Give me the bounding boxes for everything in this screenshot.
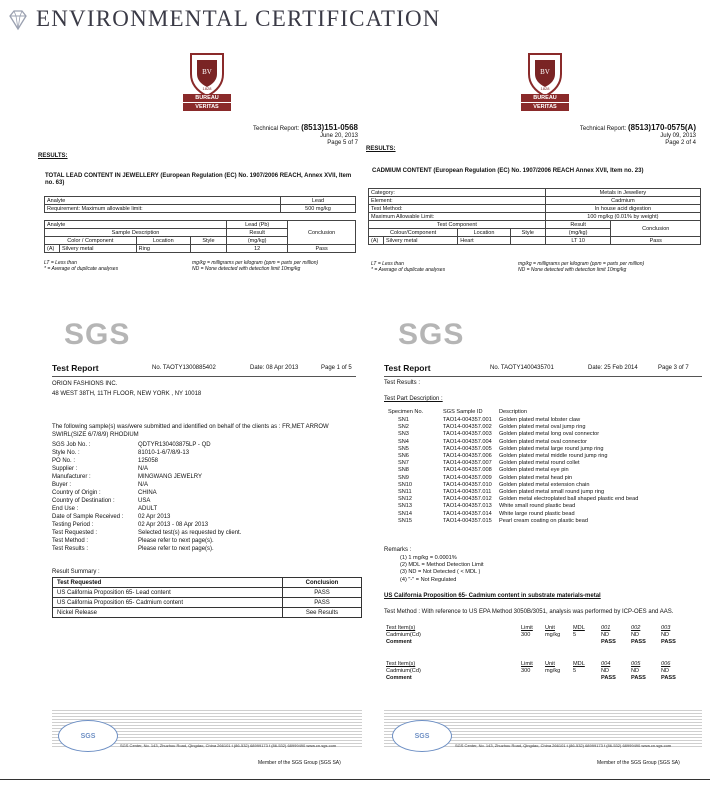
cell: Ring <box>136 245 190 253</box>
sgs-right-method: Test Method : With reference to US EPA Method 3050B/3051, analysis was performed by ICP-OES and AAS. <box>384 609 674 615</box>
field-row <box>52 441 241 449</box>
cell: Sample Description <box>45 229 227 237</box>
cell: 006 <box>661 661 671 667</box>
specimen-row <box>388 453 638 460</box>
specimen-row <box>388 482 638 489</box>
cell: US California Proposition 65- Lead content <box>53 588 283 598</box>
remark: (2) MDL = Method Detection Limit <box>400 562 484 569</box>
cell: Heart <box>458 237 511 245</box>
sgs-right-date: Date: 25 Feb 2014 <box>588 365 638 371</box>
bv-brand-line2: VERITAS <box>195 104 219 110</box>
table-row <box>386 661 691 668</box>
cell: TAO14-004357.015 <box>443 517 492 524</box>
specimen-row <box>388 417 638 424</box>
cell: Lead <box>281 197 356 205</box>
cell: SN10 <box>398 481 412 488</box>
doc2-report-no: (8513)170-0575(A) <box>627 123 696 132</box>
field-row <box>52 521 241 529</box>
cell <box>510 237 545 245</box>
specimen-row <box>388 496 638 503</box>
cell: Golden plated metal extension chain <box>499 481 590 488</box>
field-label: PO No. : <box>52 458 76 464</box>
sgs-right-remarks-label: Remarks : <box>384 547 412 553</box>
field-label: SGS Job No. : <box>52 442 91 448</box>
doc2-date: July 09, 2013 <box>660 133 696 139</box>
cell: TAO14-004357.012 <box>443 496 492 503</box>
sgs-logo: SGS <box>64 318 131 351</box>
doc2-report-label: Technical Report: <box>579 126 627 132</box>
cell: (A) <box>45 245 60 253</box>
cell: 500 mg/kg <box>281 205 356 213</box>
svg-text:BV: BV <box>202 68 212 76</box>
cell: SN4 <box>398 438 409 445</box>
specimen-row <box>388 475 638 482</box>
cell: (mg/kg) <box>545 229 611 237</box>
cell: TAO14-004357.008 <box>443 467 492 474</box>
sgs-right-member: Member of the SGS Group (SGS SA) <box>597 760 680 766</box>
cell: 100 mg/kg (0.01% by weight) <box>545 213 700 221</box>
cell: Location <box>458 229 511 237</box>
cell: ND <box>661 632 670 639</box>
bv-year: 1828 <box>202 86 212 91</box>
table-row <box>386 668 691 675</box>
specimen-row <box>388 446 638 453</box>
doc2-heading: CADMIUM CONTENT (European Regulation (EC) No. 1907/2006 REACH Annex XVII, Item no. 23) <box>372 168 644 174</box>
cell: Colour/Component <box>369 229 458 237</box>
sgs-left-summary-label: Result Summary : <box>52 569 100 575</box>
cell: TAO14-004357.009 <box>443 474 492 481</box>
note: * = Average of duplicate analyses <box>44 266 119 272</box>
cell: Maximum Allowable Limit: <box>369 213 546 221</box>
field-value: Please refer to next page(s). <box>138 546 214 552</box>
cell: Cadmium(Cd) <box>386 632 421 639</box>
field-label: Test Results : <box>52 546 89 552</box>
doc2-notes-right <box>518 261 644 273</box>
doc2-results-label: RESULTS: <box>366 146 396 152</box>
remark: (4) "-" = Not Regulated <box>400 576 457 583</box>
cell: 300 <box>521 668 531 675</box>
cell: SN9 <box>398 474 409 481</box>
field-row <box>52 489 241 497</box>
cell: SN7 <box>398 460 409 467</box>
field-value: USA <box>138 498 151 504</box>
cell: Analyte <box>45 221 227 229</box>
cell: SN11 <box>398 489 412 496</box>
cell <box>190 245 226 253</box>
cell: SN2 <box>398 424 409 431</box>
field-label: End Use : <box>52 506 79 512</box>
cell: Cadmium(Cd) <box>386 668 421 675</box>
note: ND = None detected with detection limit 10mg/kg <box>192 266 301 272</box>
remark: (3) ND = Not Detected ( < MDL ) <box>400 569 481 576</box>
cell: SN5 <box>398 445 409 452</box>
cell: 002 <box>631 625 641 631</box>
doc2-table <box>368 188 701 245</box>
specimen-row <box>388 511 638 518</box>
field-label: Style No. : <box>52 450 80 456</box>
sgs-logo: SGS <box>398 318 465 351</box>
doc1-page: Page 5 of 7 <box>327 140 358 146</box>
cell: Golden plated metal eye pin <box>499 467 569 474</box>
sgs-left-member: Member of the SGS Group (SGS SA) <box>258 760 341 766</box>
specimen-row <box>388 460 638 467</box>
field-value: 02 Apr 2013 <box>138 514 171 520</box>
note: ND = None detected with detection limit 10mg/kg <box>518 267 627 273</box>
cadmium-table-1 <box>386 625 691 647</box>
field-row <box>52 513 241 521</box>
sgs-left-summary-table <box>52 577 362 618</box>
table-row <box>369 205 701 213</box>
cell: 5 <box>573 668 577 675</box>
doc1-results-table <box>44 220 356 253</box>
cell: Test Item(s) <box>386 661 416 667</box>
table-row <box>386 639 691 646</box>
bv-year: 1828 <box>540 86 550 91</box>
cell: Result <box>227 229 288 237</box>
field-label: Test Requested : <box>52 530 98 536</box>
sgs-left-title: Test Report <box>52 363 99 373</box>
cell: MDL <box>573 625 585 631</box>
cell: White large round plastic bead <box>499 510 575 517</box>
cell: Unit <box>545 661 555 667</box>
cell: 001 <box>601 625 611 631</box>
field-row <box>52 473 241 481</box>
field-row <box>52 457 241 465</box>
field-value: Please refer to next page(s). <box>138 538 214 544</box>
cell: mg/kg <box>545 632 561 639</box>
cell: Silvery metal <box>384 237 458 245</box>
table-row <box>369 237 701 245</box>
sgs-left-stamp: SGS <box>58 720 118 752</box>
field-value: ADULT <box>138 506 158 512</box>
cell: Style <box>190 237 226 245</box>
diamond-icon <box>6 8 30 32</box>
field-value: MINGWANG JEWELRY <box>138 474 203 480</box>
cell: Conclusion <box>288 221 356 245</box>
sgs-right-remarks <box>400 555 484 584</box>
cell: White small round plastic bead <box>499 503 576 510</box>
bv-brand-line2: VERITAS <box>533 104 557 110</box>
field-value: 02 Apr 2013 - 08 Apr 2013 <box>138 522 209 528</box>
field-label: Date of Sample Received : <box>52 514 124 520</box>
cell: Pearl cream coating on plastic bead <box>499 517 588 524</box>
cell: ND <box>631 668 640 675</box>
field-value: N/A <box>138 482 149 488</box>
bottom-rule <box>0 779 710 780</box>
cell: 005 <box>631 661 641 667</box>
table-row <box>53 598 362 608</box>
cell: (mg/kg) <box>227 237 288 245</box>
cell: mg/kg <box>545 668 561 675</box>
field-label: Buyer : <box>52 482 72 488</box>
cadmium-table-2 <box>386 661 691 683</box>
field-row <box>52 465 241 473</box>
cell: Test Requested <box>53 578 283 588</box>
cell: (A) <box>369 237 384 245</box>
specimen-row <box>388 431 638 438</box>
sgs-right-prop65-heading: US California Proposition 65- Cadmium content in substrate materials-metal <box>384 593 601 599</box>
cell: SN14 <box>398 510 412 517</box>
cell: Result <box>545 221 611 229</box>
cell: ND <box>601 632 610 639</box>
cell: PASS <box>283 588 362 598</box>
cell: Golden plated metal large round jump ring <box>499 445 604 452</box>
cell: Test Component <box>369 221 546 229</box>
cell: TAO14-004357.002 <box>443 424 492 431</box>
doc2-notes-left <box>371 261 445 273</box>
cell: Conclusion <box>611 221 701 237</box>
table-row <box>45 245 356 253</box>
cell: PASS <box>601 639 616 646</box>
bureau-veritas-logo-left <box>183 50 231 117</box>
sgs-right-title: Test Report <box>384 363 431 373</box>
cell: PASS <box>661 639 676 646</box>
bv-brand-line1: BUREAU <box>195 95 219 101</box>
page-title: ENVIRONMENTAL CERTIFICATION <box>36 6 441 31</box>
remark: (1) 1 mg/kg = 0.0001% <box>400 555 457 561</box>
cell: 004 <box>601 661 611 667</box>
sgs-right-stamp: SGS <box>392 720 452 752</box>
table-row <box>369 213 701 221</box>
doc1-date: June 20, 2013 <box>319 133 358 139</box>
cell: Golden plated metal middle round jump ring <box>499 453 608 460</box>
note: mg/kg = milligrams per kilogram (ppm = parts per million) <box>518 261 645 267</box>
table-row <box>386 625 691 632</box>
cell: Pass <box>288 245 356 253</box>
specimen-header <box>388 409 527 416</box>
col-header: Description <box>499 409 527 415</box>
cell: Golden metal electroplated ball shaped plastic end bead <box>499 496 639 503</box>
cell: LT 10 <box>545 237 611 245</box>
cell: Analyte <box>45 197 281 205</box>
field-label: Testing Period : <box>52 522 94 528</box>
sgs-left-date: Date: 08 Apr 2013 <box>250 365 299 371</box>
table-row <box>386 675 691 682</box>
cell: SN6 <box>398 453 409 460</box>
cell: 003 <box>661 625 671 631</box>
cell: See Results <box>283 608 362 618</box>
table-row <box>53 588 362 598</box>
table-row <box>386 632 691 639</box>
sgs-right-page: Page 3 of 7 <box>658 365 689 371</box>
cell: 300 <box>521 632 531 639</box>
field-value: 81010-1-6/7/8/9-13 <box>138 450 190 456</box>
cell: Limit <box>521 661 533 667</box>
cell: TAO14-004357.004 <box>443 438 492 445</box>
cell: Golden plated metal small round jump ring <box>499 489 605 496</box>
sgs-right-no: No. TAOTY1400435701 <box>490 365 554 371</box>
svg-text:BV: BV <box>540 68 550 76</box>
cell: Metals in Jewellery <box>545 189 700 197</box>
cell: TAO14-004357.014 <box>443 510 492 517</box>
cell: Golden plated metal lobster claw <box>499 417 581 423</box>
cell: Test Item(s) <box>386 625 416 631</box>
cell: Category: <box>369 189 546 197</box>
cell: 12 <box>227 245 288 253</box>
cell: Element: <box>369 197 546 205</box>
doc1-heading: TOTAL LEAD CONTENT IN JEWELLERY (European Regulation (EC) No. 1907/2006 REACH, Annex XVII, Item no. 63) <box>45 173 352 187</box>
cell: In house acid digestion <box>545 205 700 213</box>
cell: Silvery metal <box>60 245 137 253</box>
specimen-list <box>388 417 638 525</box>
cell: Golden plated metal oval connector <box>499 438 588 445</box>
field-row <box>52 497 241 505</box>
field-value: CHINA <box>138 490 157 496</box>
doc1-results-label: RESULTS: <box>38 153 68 159</box>
table-row <box>369 197 701 205</box>
field-row <box>52 545 241 553</box>
cell: 5 <box>573 632 577 639</box>
cell: PASS <box>601 675 616 682</box>
cell: TAO14-004357.011 <box>443 489 492 496</box>
cell: PASS <box>631 675 646 682</box>
cell: Pass <box>611 237 701 245</box>
cell: TAO14-004357.005 <box>443 445 492 452</box>
field-label: Test Method : <box>52 538 89 544</box>
note: mg/kg = milligrams per kilogram (ppm = parts per million) <box>192 260 319 266</box>
field-label: Country of Destination : <box>52 498 115 504</box>
sgs-left-company: ORION FASHIONS INC. <box>52 381 118 387</box>
cell: Golden plated metal oval jump ring <box>499 424 586 431</box>
sgs-left-page: Page 1 of 5 <box>321 365 352 371</box>
sgs-left-intro: The following sample(s) was/were submitted and identified on behalf of the clients as : FR,MET ARROW SWIRL(SIZE 6/7/8/9) RHODIUM <box>52 424 329 438</box>
bureau-veritas-logo-right <box>521 50 569 117</box>
cell: Unit <box>545 625 555 631</box>
bv-brand-line1: BUREAU <box>533 95 557 101</box>
cell: Lead (Pb) <box>227 221 288 229</box>
table-row <box>53 608 362 618</box>
sgs-left-no: No. TAOTY1300885402 <box>152 365 216 371</box>
doc1-notes-left <box>44 260 118 272</box>
sgs-left-address: 48 WEST 38TH, 11TH FLOOR, NEW YORK , NY 10018 <box>52 391 202 397</box>
field-label: Country of Origin : <box>52 490 101 496</box>
field-value: 125058 <box>138 458 159 464</box>
note: LT = Less than <box>371 261 404 267</box>
col-header: Specimen No. <box>388 409 424 415</box>
divider <box>52 376 356 377</box>
col-header: SGS Sample ID <box>443 409 483 415</box>
cell: TAO14-004357.006 <box>443 453 492 460</box>
cell: Cadmium <box>545 197 700 205</box>
cell: SN8 <box>398 467 409 474</box>
doc1-report-header <box>200 124 358 147</box>
field-label: Supplier : <box>52 466 78 472</box>
cell: Test Method: <box>369 205 546 213</box>
cell: Golden plated metal round collet <box>499 460 580 467</box>
field-row <box>52 505 241 513</box>
cell: Nickel Release <box>53 608 283 618</box>
specimen-row <box>388 439 638 446</box>
cell: TAO14-004357.010 <box>443 481 492 488</box>
specimen-row <box>388 424 638 431</box>
divider <box>384 376 702 377</box>
cell: US California Proposition 65- Cadmium content <box>53 598 283 608</box>
cell: Location <box>136 237 190 245</box>
cell: Golden plated metal long oval connector <box>499 431 600 438</box>
cell: TAO14-004357.013 <box>443 503 492 510</box>
cell: Comment <box>386 675 412 682</box>
cell: TAO14-004357.007 <box>443 460 492 467</box>
cell: TAO14-004357.003 <box>443 431 492 438</box>
specimen-row <box>388 489 638 496</box>
cell: SN13 <box>398 503 412 510</box>
field-value: N/A <box>138 466 149 472</box>
field-row <box>52 481 241 489</box>
cell: SN15 <box>398 517 412 524</box>
cell: TAO14-004357.001 <box>443 417 492 423</box>
cell: Color / Component <box>45 237 137 245</box>
cell: Style <box>510 229 545 237</box>
specimen-row <box>388 467 638 474</box>
field-row <box>52 537 241 545</box>
doc1-requirement-table <box>44 196 356 213</box>
sgs-left-footer-address: SGS Center, No. 143, Zhuzhou Road, Qingdao, China 266101 t (86-532) 68999173 f (86-532) 68999490 www.cn.sgs.com <box>120 743 337 748</box>
specimen-row <box>388 518 638 525</box>
sgs-left-fields <box>52 441 241 553</box>
cell: ND <box>601 668 610 675</box>
field-label: Manufacturer : <box>52 474 91 480</box>
cell: MDL <box>573 661 585 667</box>
doc1-notes-right <box>192 260 318 272</box>
field-row <box>52 449 241 457</box>
cell: SN3 <box>398 431 409 438</box>
note: LT = Less than <box>44 260 77 266</box>
cell: PASS <box>283 598 362 608</box>
cell: Limit <box>521 625 533 631</box>
cell: Golden plated metal head pin <box>499 474 573 481</box>
cell: PASS <box>631 639 646 646</box>
field-row <box>52 529 241 537</box>
doc1-report-label: Technical Report: <box>253 126 300 132</box>
doc2-page: Page 2 of 4 <box>665 140 696 146</box>
cell: ND <box>661 668 670 675</box>
sgs-right-results: Test Results : <box>384 380 421 386</box>
cell: SN12 <box>398 496 412 503</box>
doc1-report-no: (8513)151-0568 <box>301 123 358 132</box>
field-value: QDTYR130403875LP - QD <box>138 442 211 448</box>
cell: SN1 <box>398 417 409 423</box>
sgs-right-footer-address: SGS Center, No. 143, Zhuzhou Road, Qingdao, China 266101 t (86-532) 68999173 f (86-532) 68999490 www.cn.sgs.com <box>455 743 672 748</box>
cell: Conclusion <box>283 578 362 588</box>
cell: Comment <box>386 639 412 646</box>
doc2-report-header <box>538 124 696 147</box>
sgs-right-part-desc: Test Part Description : <box>384 396 443 402</box>
cell: PASS <box>661 675 676 682</box>
note: * = Average of duplicate analyses <box>371 267 446 273</box>
cell: ND <box>631 632 640 639</box>
table-row <box>369 189 701 197</box>
cell: Requirement: Maximum allowable limit: <box>45 205 281 213</box>
field-value: Selected test(s) as requested by client. <box>138 530 242 536</box>
specimen-row <box>388 503 638 510</box>
